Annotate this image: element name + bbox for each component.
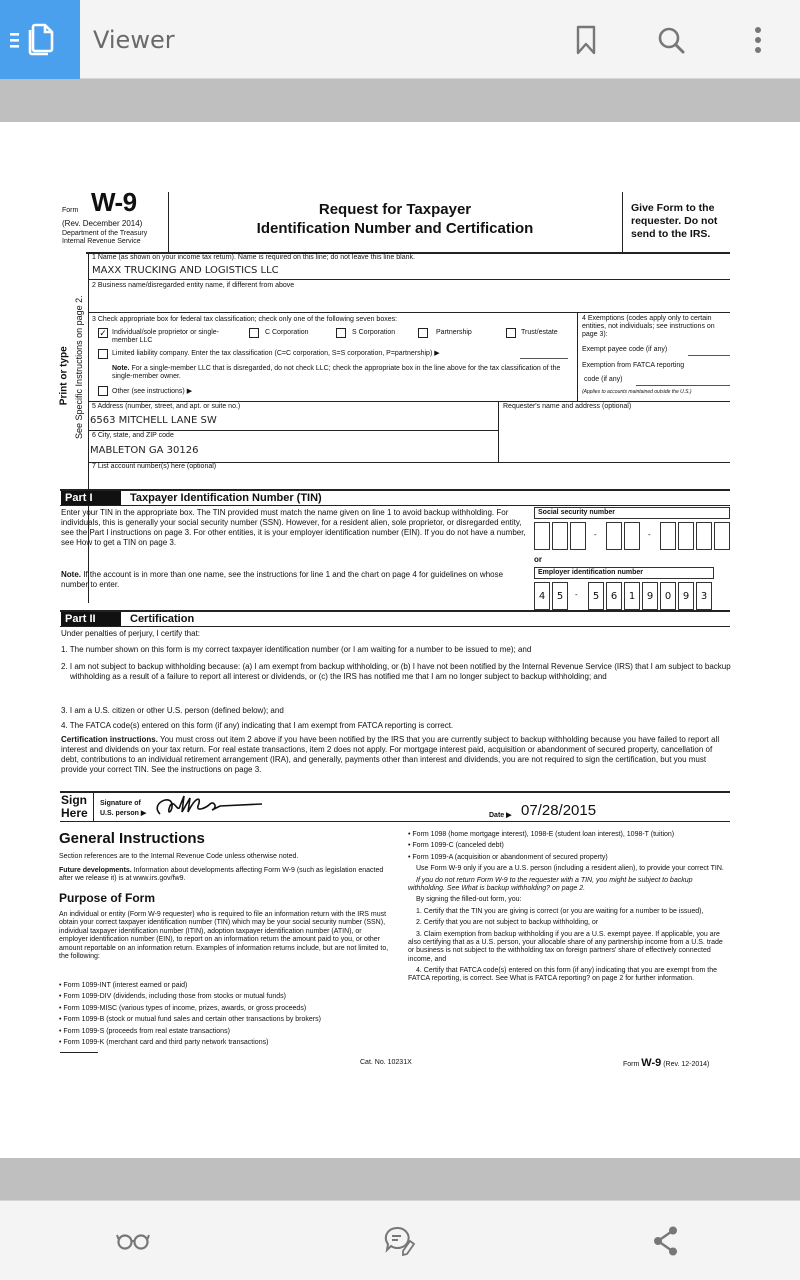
part1-note-bold: Note. [61,570,81,579]
ssn-digit-box[interactable] [570,522,586,550]
cert-instructions [61,735,731,776]
note-text: For a single-member LLC that is disregarded, do not check LLC; check the appropriate box in the line above for the tax classification of the single-member owner. [112,365,561,381]
print-or-type-label: Print or type [58,346,70,406]
cert-instructions-text: You must cross out item 2 above if you have been notified by the IRS that you are currently subject to backup withholding because you have failed to report all interest and dividends on your tax return. For real estate transactions, item 2 does not apply. For mortgage interest paid, acquisition or abandonment of secured property, cancellation of debt, contributions to an individual retirement arrangement (IRA), and generally, payments other than interest and dividends, you are not required to sign the certification, but you must provide your correct TIN. See the instructions on page 3. [61,735,720,775]
address-field[interactable]: 6563 MITCHELL LANE SW [90,415,217,426]
fatca-label-1: Exemption from FATCA reporting [582,362,685,369]
date-label: Date ▶ [489,812,512,819]
form-revision: (Rev. December 2014) [62,219,143,228]
ssn-digit-box[interactable] [606,522,622,550]
form-word: Form [62,207,79,214]
line6-label: 6 City, state, and ZIP code [92,432,174,439]
document-copy-icon [10,20,70,60]
sign-label-1: Sign [61,793,87,807]
part2-tag: Part II [61,612,121,626]
line3-label: 3 Check appropriate box for federal tax classification; check only one of the following seven boxes: [92,316,398,323]
ein-digit-box[interactable]: 5 [552,582,568,610]
part1-instructions: Enter your TIN in the appropriate box. The TIN provided must match the name given on line 1 to avoid backup withholding. For individuals, this is generally your social security number (SSN). However, for a resident alien, sole proprietor, or disregarded entity, see the Part I instructions on page 3. For other entities, it is your employer identification number (EIN). If you do not have a number, see How to get a TIN on page 3. [61,508,526,548]
glasses-icon [116,1231,150,1251]
right-column-paragraph: • Form 1099-C (canceled debt) [408,842,504,850]
gi-future-developments [59,867,389,883]
ssn-digit-box[interactable] [624,522,640,550]
right-column-paragraph: 2. Certify that you are not subject to backup withholding, or [416,919,599,927]
cert-item-2: 2. I am not subject to backup withholding because: (a) I am exempt from backup withholding, or (b) I have not been notified by the Internal Revenue Service (IRS) that I am subject to backup withholding as a result of a failure to report all interest or dividends, or (c) the IRS has notified me that I am no longer subject to backup withholding; and [61,662,731,682]
or-label: or [534,555,542,564]
document-page[interactable] [0,122,800,1158]
fatca-label-2: code (if any) [584,376,623,383]
future-dev-bold: Future developments. [59,867,132,874]
exemptions-label: 4 Exemptions (codes apply only to certain entities, not individuals; see instructions on page 3): [582,315,715,339]
classification-c-corp-label: C Corporation [265,329,309,336]
signature-label-2: U.S. person ▶ [100,810,147,817]
right-column-text [408,831,730,987]
ssn-digit-box[interactable] [696,522,712,550]
right-column-paragraph: • Form 1098 (home mortgage interest), 1098-E (student loan interest), 1098-T (tuition) [408,831,675,838]
more-vert-icon [753,25,763,55]
search-icon [656,25,686,55]
line2-label: 2 Business name/disregarded entity name, if different from above [92,282,295,289]
right-column-paragraph: 3. Claim exemption from backup withholding if you are a U.S. exempt payee. If applicable, you are also certifying that as a U.S. person, your allocable share of any partnership income from a U.S. trade or business is not subject to the withholding tax on foreign partners' share of effectively connected income, and [408,930,723,963]
classification-individual-label: Individual/sole proprietor or single-member LLC [112,329,219,345]
ssn-digit-box[interactable] [678,522,694,550]
line1-label: 1 Name (as shown on your income tax return). Name is required on this line; do not leave this line blank. [92,254,415,261]
ssn-digit-box[interactable] [714,522,730,550]
ein-label: Employer identification number [534,567,714,579]
left-bullet-item: • Form 1099-S (proceeds from real estate transactions) [59,1027,230,1035]
line7-label: 7 List account number(s) here (optional) [92,463,217,470]
left-bullet-list [59,982,389,1050]
llc-note [112,365,572,381]
footer-rev: (Rev. 12-2014) [663,1061,710,1068]
general-instructions-title: General Instructions [59,830,205,847]
checkbox-partnership[interactable] [418,328,428,338]
checkbox-trust[interactable] [506,328,516,338]
city-state-zip-field[interactable]: MABLETON GA 30126 [90,445,199,456]
ein-digit-box[interactable]: 9 [678,582,694,610]
cert-item-3: 3. I am a U.S. citizen or other U.S. person (defined below); and [61,706,284,715]
ein-digit-box[interactable]: 5 [588,582,604,610]
line5-label: 5 Address (number, street, and apt. or suite no.) [92,403,241,410]
share-icon [653,1226,679,1256]
business-name-field[interactable] [92,294,492,308]
form-title-line1: Request for Taxpayer [318,201,472,218]
signature-field[interactable] [140,792,265,820]
purpose-of-form-text: An individual or entity (Form W-9 requester) who is required to file an information return with the IRS must obtain your correct taxpayer identification number (TIN) which may be your social security number (SSN), individual taxpayer identification number (ITIN), adoption taxpayer identification number (ATIN), or employer identification number (EIN), to report on an information return the amount paid to you, or other amount reportable on an information return. Examples of information returns include, but are not limited to, the following: [59,911,389,960]
reading-mode-button[interactable] [113,1223,153,1259]
cert-instructions-bold: Certification instructions. [61,735,158,744]
right-column-paragraph: Use Form W-9 only if you are a U.S. person (including a resident alien), to provide your correct TIN. [416,865,724,873]
purpose-of-form-title: Purpose of Form [59,891,156,905]
classification-s-corp-label: S Corporation [352,329,396,336]
future-dev-text: Information about developments affecting Form W-9 (such as legislation enacted after we release it) is at www.irs.gov/fw9. [59,867,384,883]
part1-tag: Part I [61,491,121,505]
left-bullet-item: • Form 1099-INT (interest earned or paid) [59,982,188,989]
checkbox-individual[interactable]: ✓ [99,328,107,338]
ssn-digit-box[interactable] [660,522,676,550]
footer-form-word: Form [623,1061,640,1068]
department: Department of the Treasury [62,230,148,237]
cert-item-1: 1. The number shown on this form is my correct taxpayer identification number (or I am waiting for a number to be issued to me); and [61,645,532,654]
llc-label: Limited liability company. Enter the tax classification (C=C corporation, S=S corporation, P=partnership) ▶ [112,350,440,357]
ein-digit-box[interactable]: 1 [624,582,640,610]
name-field[interactable]: MAXX TRUCKING AND LOGISTICS LLC [92,265,279,276]
left-bullet-item: • Form 1099-MISC (various types of income, prizes, awards, or gross proceeds) [59,1004,307,1012]
right-column-paragraph: If you do not return Form W-9 to the requester with a TIN, you might be subject to backup withholding. See What is backup withholding? on page 2. [408,876,693,892]
part2-title: Certification [130,613,195,625]
cert-intro: Under penalties of perjury, I certify that: [61,629,201,638]
right-column-paragraph: 4. Certify that FATCA code(s) entered on this form (if any) indicating that you are exempt from the FATCA reporting, is correct. See What is FATCA reporting? on page 2 for further information. [408,967,718,983]
ein-digit-box[interactable]: 9 [642,582,658,610]
agency: Internal Revenue Service [62,238,141,245]
overflow-menu-button[interactable] [742,24,774,56]
footer-id: W-9 [641,1057,662,1069]
see-instructions-label: See Specific Instructions on page 2. [73,295,84,439]
ein-dash: - [575,590,578,599]
top-app-bar [0,0,800,79]
ssn-digit-box[interactable] [552,522,568,550]
annotate-button[interactable] [380,1223,420,1259]
classification-trust-label: Trust/estate [521,329,558,336]
right-column-paragraph: • Form 1099-A (acquisition or abandonment of secured property) [408,853,608,861]
date-field[interactable]: 07/28/2015 [521,802,597,819]
exempt-payee-label: Exempt payee code (if any) [582,346,668,353]
requester-label: Requester's name and address (optional) [503,403,632,410]
ssn-dash: - [648,530,651,539]
give-form-note-3: send to the IRS. [631,228,711,240]
ssn-digit-box[interactable] [534,522,550,550]
part1-note [61,570,531,590]
give-form-note-2: requester. Do not [631,215,718,227]
form-title-line2: Identification Number and Certification [256,220,534,237]
part1-note-text: If the account is in more than one name, see the instructions for line 1 and the chart on page 4 for guidelines on whose number to enter. [61,570,504,590]
note-bold: Note. [112,365,130,372]
right-column-paragraph: 1. Certify that the TIN you are giving is correct (or you are waiting for a number to be issued), [416,907,704,915]
navigation-drawer-button[interactable] [0,0,80,79]
ein-digit-box[interactable]: 6 [606,582,622,610]
ssn-label: Social security number [534,507,730,519]
right-column-paragraph: By signing the filled-out form, you: [416,896,522,904]
page-gap-bottom [0,1158,800,1200]
gi-section-refs: Section references are to the Internal Revenue Code unless otherwise noted. [59,853,299,860]
left-bullet-item: • Form 1099-B (stock or mutual fund sales and certain other transactions by brokers) [59,1016,321,1024]
part1-title: Taxpayer Identification Number (TIN) [130,492,322,504]
page-gap [0,80,800,122]
checkbox-c-corp[interactable] [249,328,259,338]
checkbox-llc[interactable] [98,349,108,359]
left-bullet-item: • Form 1099-K (merchant card and third party network transactions) [59,1038,269,1046]
app-title: Viewer [93,26,175,54]
ein-digit-box[interactable]: 3 [696,582,712,610]
signature-label-1: Signature of [100,800,141,807]
ssn-dash: - [594,530,597,539]
other-label: Other (see instructions) ▶ [112,388,193,395]
catalog-number: Cat. No. 10231X [360,1059,412,1066]
comment-edit-icon [383,1226,417,1256]
ein-digit-box[interactable]: 4 [534,582,550,610]
search-button[interactable] [655,24,687,56]
sign-label-2: Here [61,806,88,820]
form-id: W-9 [91,187,137,217]
checkbox-other[interactable] [98,386,108,396]
classification-partnership-label: Partnership [436,329,472,336]
give-form-note-1: Give Form to the [631,202,715,214]
ein-digit-box[interactable]: 0 [660,582,676,610]
bottom-toolbar [0,1200,800,1280]
checkbox-s-corp[interactable] [336,328,346,338]
bookmark-icon [575,25,597,55]
cert-item-4: 4. The FATCA code(s) entered on this form (if any) indicating that I am exempt from FATCA reporting is correct. [61,721,454,730]
share-button[interactable] [646,1223,686,1259]
left-bullet-item: • Form 1099-DIV (dividends, including those from stocks or mutual funds) [59,993,286,1001]
bookmark-button[interactable] [570,24,602,56]
footer-form-id [623,1057,709,1070]
fatca-note: (Applies to accounts maintained outside the U.S.) [582,389,692,395]
